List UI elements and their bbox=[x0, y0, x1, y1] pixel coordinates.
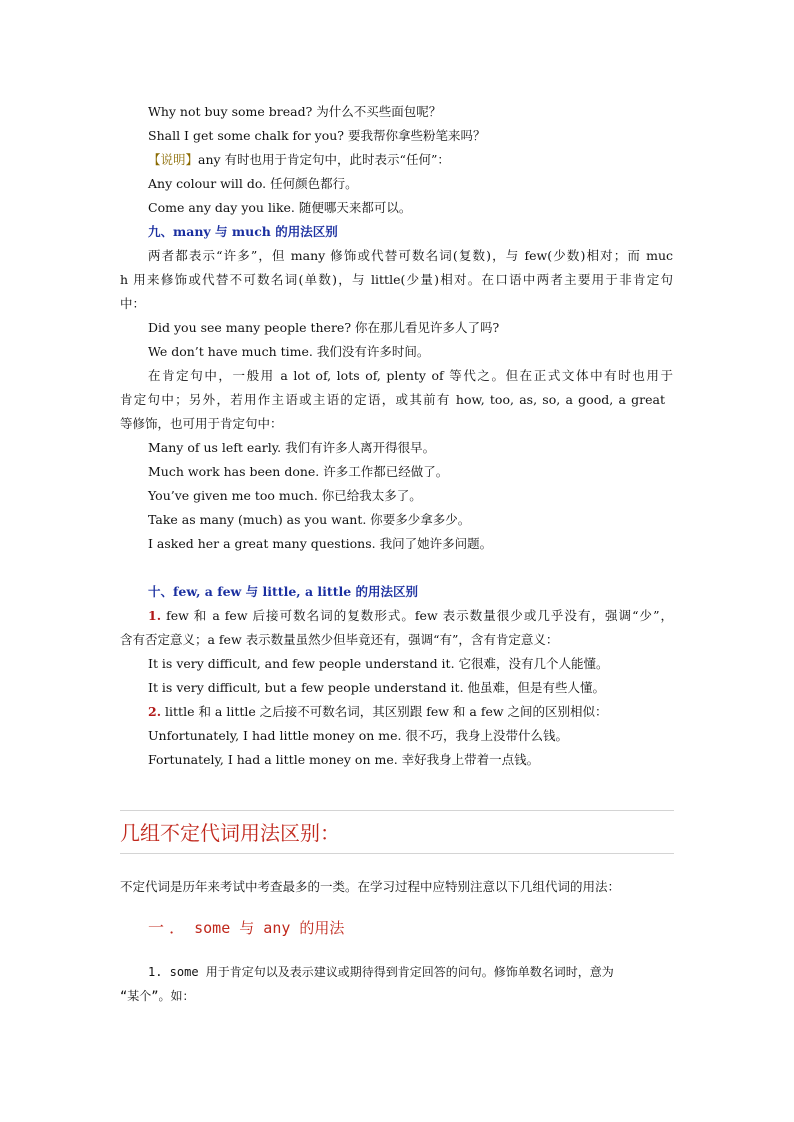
item-number: 2. bbox=[148, 704, 162, 719]
example-sentence: Any colour will do. 任何颜色都行。 bbox=[148, 176, 358, 191]
divider bbox=[120, 853, 674, 854]
item-number: 1. bbox=[148, 608, 162, 623]
example-sentence: You’ve given me too much. 你已给我太多了。 bbox=[148, 488, 422, 503]
note-tag: 【说明】 bbox=[148, 152, 199, 167]
section-heading-many-much: 九、many 与 much 的用法区别 bbox=[148, 224, 338, 239]
example-sentence: Fortunately, I had a little money on me. 幸好我身上带着一点钱。 bbox=[148, 752, 540, 767]
paragraph-line: “某个”。如： bbox=[120, 989, 195, 1003]
section-heading-few-little: 十、few, a few 与 little, a little 的用法区别 bbox=[148, 584, 419, 599]
subsection-number: 一 ． bbox=[148, 918, 186, 937]
paragraph-line: 1. some 用于肯定句以及表示建议或期待得到肯定回答的问句。修饰单数名词时，意为 bbox=[148, 965, 614, 979]
example-sentence: Shall I get some chalk for you? 要我帮你拿些粉笔来吗？ bbox=[148, 128, 486, 143]
example-sentence: I asked her a great many questions. 我问了她许多问题。 bbox=[148, 536, 493, 551]
paragraph-line: 中： bbox=[120, 296, 146, 311]
paragraph-text: little 和 a little 之后接不可数名词，其区别跟 few 和 a few 之间的区别相似： bbox=[161, 704, 608, 719]
note-line bbox=[148, 152, 450, 168]
example-sentence: Why not buy some bread? 为什么不买些面包呢？ bbox=[148, 104, 442, 119]
example-sentence: Did you see many people there? 你在那儿看见许多人了吗? bbox=[148, 320, 500, 335]
section-title: 几组不定代词用法区别： bbox=[120, 821, 340, 845]
example-sentence: Unfortunately, I had little money on me. 很不巧，我身上没带什么钱。 bbox=[148, 728, 568, 743]
paragraph-line: 含有否定意义；a few 表示数量虽然少但毕竟还有，强调“有”，含有肯定意义： bbox=[120, 632, 559, 647]
paragraph-text: few 和 a few 后接可数名词的复数形式。few 表示数量很少或几乎没有，强调“少”， bbox=[161, 608, 673, 623]
subsection-text: some 与 any 的用法 bbox=[185, 919, 345, 937]
divider bbox=[120, 810, 674, 811]
example-sentence: Take as many (much) as you want. 你要多少拿多少。 bbox=[148, 512, 471, 527]
example-sentence: It is very difficult, but a few people understand it. 他虽难，但是有些人懂。 bbox=[148, 680, 606, 695]
example-sentence: Much work has been done. 许多工作都已经做了。 bbox=[148, 464, 449, 479]
paragraph-line: 在肯定句中，一般用 a lot of, lots of, plenty of 等代之。但在正式文体中有时也用于 bbox=[148, 368, 673, 383]
paragraph-line: 等修饰，也可用于肯定句中： bbox=[120, 416, 283, 431]
paragraph-line: 两者都表示“许多”，但 many 修饰或代替可数名词(复数)，与 few(少数)相对；而 muc bbox=[148, 248, 673, 263]
note-text: any 有时也用于肯定句中，此时表示“任何”： bbox=[198, 152, 450, 167]
paragraph-line: h 用来修饰或代替不可数名词(单数)，与 little(少量)相对。在口语中两者主要用于非肯定句 bbox=[120, 272, 673, 287]
subsection-title bbox=[148, 917, 344, 939]
example-sentence: It is very difficult, and few people understand it. 它很难，没有几个人能懂。 bbox=[148, 656, 609, 671]
intro-paragraph: 不定代词是历年来考试中考查最多的一类。在学习过程中应特别注意以下几组代词的用法： bbox=[120, 879, 621, 894]
paragraph-line bbox=[148, 608, 673, 624]
paragraph-line: 肯定句中；另外，若用作主语或主语的定语，或其前有 how, too, as, so, a good, a great bbox=[120, 392, 665, 407]
example-sentence: Many of us left early. 我们有许多人离开得很早。 bbox=[148, 440, 436, 455]
paragraph-line bbox=[148, 704, 608, 720]
example-sentence: Come any day you like. 随便哪天来都可以。 bbox=[148, 200, 412, 215]
example-sentence: We don’t have much time. 我们没有许多时间。 bbox=[148, 344, 430, 359]
